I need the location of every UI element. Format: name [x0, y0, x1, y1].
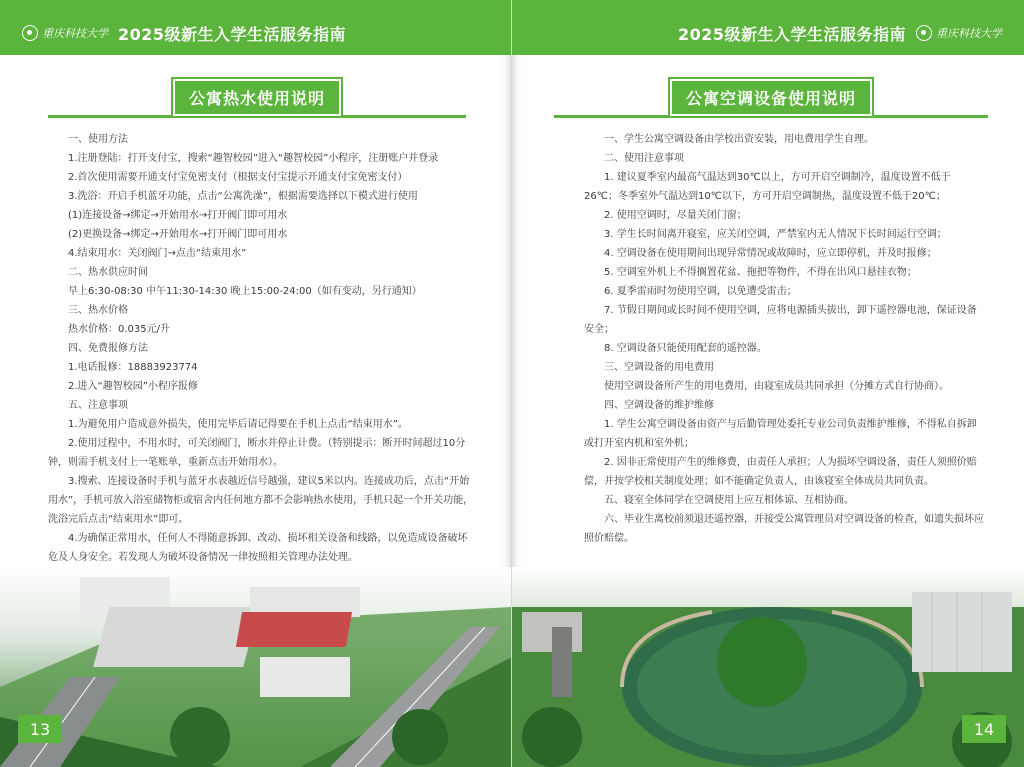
header-bar: [512, 0, 1024, 55]
guide-title: 2025级新生入学生活服务指南: [677, 24, 906, 44]
text-line: 一、使用方法: [68, 134, 128, 145]
guide-title: 2025级新生入学生活服务指南: [118, 24, 347, 44]
text-line: 7. 节假日期间或长时间不使用空调，应将电源插头拔出，卸下遥控器电池，保证设备安全；: [584, 305, 977, 335]
text-line: 早上6:30-08:30 中午11:30-14:30 晚上15:00-24:00（如有变动，另行通知）: [68, 286, 422, 297]
text-line: 使用空调设备所产生的用电费用，由寝室成员共同承担（分摊方式自行协商）。: [604, 381, 949, 392]
text-line: 3.洗浴：开启手机蓝牙功能，点击“公寓洗澡”，根据需要选择以下模式进行使用: [68, 191, 418, 202]
text-line: 六、毕业生离校前须退还遥控器，并接受公寓管理员对空调设备的检查，如遗失损坏应照价赔偿。: [584, 514, 984, 544]
text-line: 2. 因非正常使用产生的维修费，由责任人承担；人为损坏空调设备，责任人须照价赔偿，并按学校相关制度处理；如不能确定负责人，由该寝室全体成员共同负责。: [584, 457, 977, 487]
campus-lake-aerial-photo: [512, 567, 1024, 767]
text-line: 6. 夏季雷雨时勿使用空调，以免遭受雷击；: [604, 286, 797, 297]
logo-text: 重庆科技大学: [936, 27, 1002, 40]
seal-icon: [916, 25, 932, 41]
text-line: 1. 学生公寓空调设备由资产与后勤管理处委托专业公司负责维护维修，不得私自拆卸或打开室内机和室外机；: [584, 419, 977, 449]
text-line: (2)更换设备→绑定→开始用水→打开阀门即可用水: [68, 229, 288, 240]
text-line: 二、热水供应时间: [68, 267, 148, 278]
text-line: 2.进入“趣智校园”小程序报修: [68, 381, 198, 392]
text-line: 五、寝室全体同学在空调使用上应互相体谅、互相协商。: [604, 495, 854, 506]
page-14: [512, 0, 1024, 767]
text-line: 3.搜索、连接设备时手机与蓝牙水表越近信号越强，建议5米以内。连接成功后，点击“开始用水”，手机可放入浴室储物柜或宿舍内任何地方都不会影响热水使用，手机只起一个开关功能，洗浴完后点击“结束用水”即可。: [48, 476, 474, 525]
text-line: 8. 空调设备只能使用配套的遥控器。: [604, 343, 767, 354]
page-number: 14: [962, 715, 1006, 743]
seal-icon: [22, 25, 38, 41]
text-line: 4. 空调设备在使用期间出现异常情况或故障时，应立即停机，并及时报修；: [604, 248, 937, 259]
text-line: 5. 空调室外机上不得搁置花盆、拖把等物件，不得在出风口悬挂衣物；: [604, 267, 917, 278]
text-line: 热水价格：0.035元/升: [68, 324, 170, 335]
text-line: 一、学生公寓空调设备由学校出资安装，用电费用学生自理。: [604, 134, 874, 145]
campus-aerial-photo: [0, 567, 512, 767]
header-bar: [0, 0, 512, 55]
text-line: 1.电话报修：18883923774: [68, 362, 198, 373]
text-line: 2. 使用空调时，尽量关闭门窗；: [604, 210, 747, 221]
text-line: 1.注册登陆：打开支付宝，搜索“趣智校园”进入“趣智校园”小程序，注册账户并登录: [68, 153, 439, 164]
text-line: 二、使用注意事项: [604, 153, 684, 164]
section-heading: [48, 80, 466, 114]
air-conditioner-instructions: [584, 130, 984, 548]
text-line: 三、空调设备的用电费用: [604, 362, 714, 373]
text-line: 1.为避免用户造成意外损失，使用完毕后请记得要在手机上点击“结束用水”。: [68, 419, 408, 430]
logo-text: 重庆科技大学: [42, 27, 108, 40]
text-line: 2.首次使用需要开通支付宝免密支付（根据支付宝提示开通支付宝免密支付）: [68, 172, 408, 183]
text-line: 3. 学生长时间离开寝室，应关闭空调，严禁室内无人情况下长时间运行空调；: [604, 229, 947, 240]
text-line: 1. 建议夏季室内最高气温达到30℃以上，方可开启空调制冷，温度设置不低于26℃；冬季室外气温达到10℃以下，方可开启空调制热，温度设置不低于20℃；: [584, 172, 951, 202]
university-logo: [22, 25, 108, 41]
text-line: 三、热水价格: [68, 305, 128, 316]
text-line: 4.为确保正常用水，任何人不得随意拆卸、改动、损坏相关设备和线路，以免造成设备破坏危及人身安全。若发现人为破坏设备情况一律按照相关管理办法处理。: [48, 533, 468, 563]
hot-water-instructions: [48, 130, 474, 567]
text-line: (1)连接设备→绑定→开始用水→打开阀门即可用水: [68, 210, 288, 221]
section-title: 公寓空调设备使用说明: [670, 79, 872, 116]
text-line: 四、免费报修方法: [68, 343, 148, 354]
university-logo: [916, 25, 1002, 41]
text-line: 四、空调设备的维护维修: [604, 400, 714, 411]
text-line: 2.使用过程中，不用水时，可关闭阀门，断水并停止计费。（特别提示：断开时间超过10分钟，则需手机支付上一笔账单，重新点击开始用水）。: [48, 438, 466, 468]
section-heading: [554, 80, 988, 114]
text-line: 五、注意事项: [68, 400, 128, 411]
page-number: 13: [18, 715, 62, 743]
section-title: 公寓热水使用说明: [173, 79, 341, 116]
text-line: 4.结束用水：关闭阀门→点击“结束用水”: [68, 248, 247, 259]
